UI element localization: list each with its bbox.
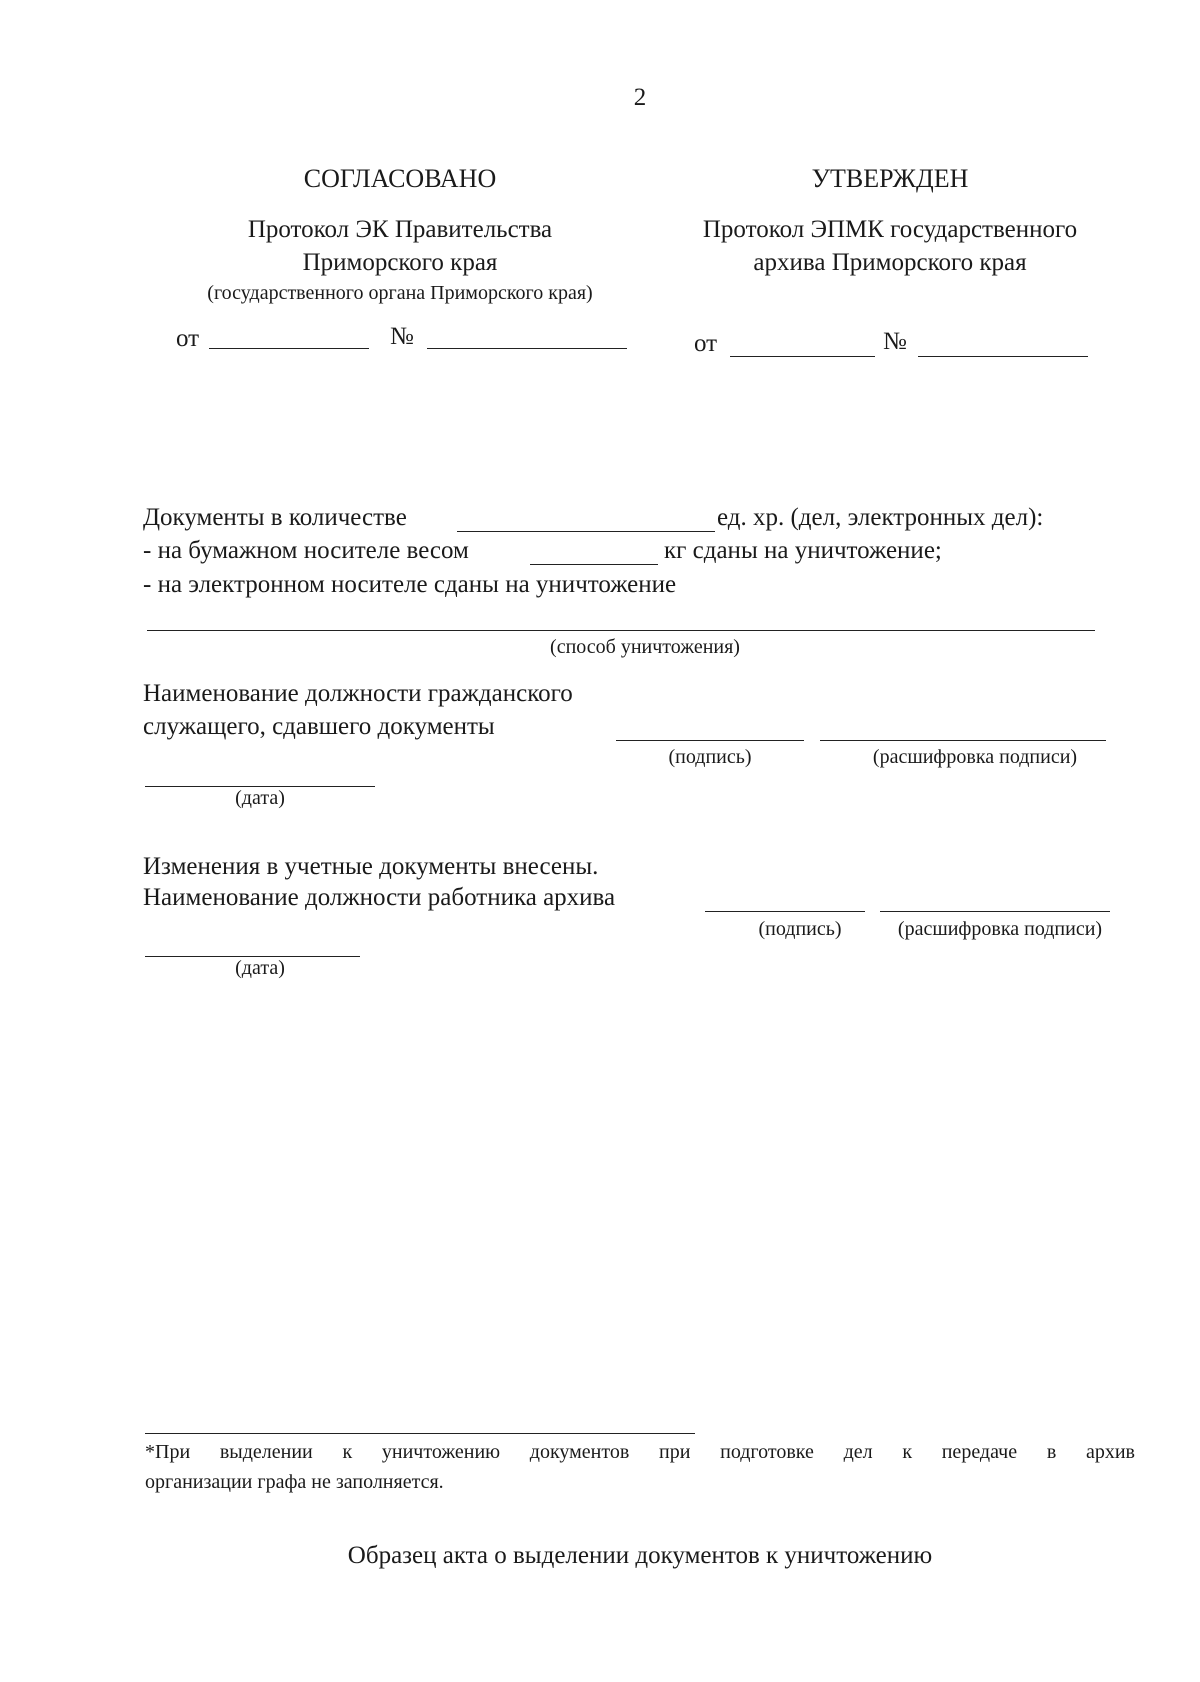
documents-count-suffix: ед. хр. (дел, электронных дел): bbox=[717, 504, 1044, 531]
documents-paper-prefix: - на бумажном носителе весом bbox=[143, 537, 469, 564]
documents-electronic: - на электронном носителе сданы на уничтожение bbox=[143, 571, 677, 598]
civil-servant-line1: Наименование должности гражданского bbox=[143, 680, 573, 707]
civil-servant-decoding-line bbox=[820, 740, 1106, 741]
right-date-prefix: от bbox=[694, 330, 718, 357]
left-protocol-line1: Протокол ЭК Правительства bbox=[247, 216, 553, 243]
civil-servant-decoding-caption: (расшифровка подписи) bbox=[872, 746, 1078, 768]
right-protocol-line2: архива Приморского края bbox=[753, 249, 1027, 276]
left-number-line bbox=[427, 348, 627, 349]
archive-decoding-line bbox=[880, 911, 1110, 912]
civil-servant-signature-caption: (подпись) bbox=[668, 746, 752, 768]
left-protocol-line3: (государственного органа Приморского края) bbox=[207, 282, 593, 304]
right-number-sign: № bbox=[883, 328, 907, 355]
left-date-prefix: от bbox=[176, 325, 200, 352]
archive-position-line: Наименование должности работника архива bbox=[143, 884, 616, 911]
civil-servant-line2: служащего, сдавшего документы bbox=[143, 713, 495, 740]
footnote-line1: *При выделении к уничтожению документов при подготовке дел к передаче в архив bbox=[145, 1441, 1135, 1463]
documents-weight-line bbox=[530, 564, 658, 565]
left-date-line bbox=[209, 348, 369, 349]
right-heading: УТВЕРЖДЕН bbox=[811, 164, 969, 193]
archive-signature-caption: (подпись) bbox=[758, 918, 842, 940]
left-number-sign: № bbox=[390, 323, 414, 350]
left-protocol-line2: Приморского края bbox=[302, 249, 498, 276]
archive-date-caption: (дата) bbox=[235, 957, 285, 979]
documents-count-prefix: Документы в количестве bbox=[143, 504, 407, 531]
method-line bbox=[147, 630, 1095, 631]
documents-count-line bbox=[457, 531, 715, 532]
right-date-line bbox=[730, 356, 875, 357]
civil-servant-signature-line bbox=[616, 740, 804, 741]
civil-servant-date-caption: (дата) bbox=[235, 787, 285, 809]
archive-signature-line bbox=[705, 911, 865, 912]
right-protocol-line1: Протокол ЭПМК государственного bbox=[702, 216, 1078, 243]
archive-changes-line: Изменения в учетные документы внесены. bbox=[143, 853, 599, 880]
archive-decoding-caption: (расшифровка подписи) bbox=[897, 918, 1103, 940]
footnote-separator bbox=[145, 1433, 695, 1434]
method-caption: (способ уничтожения) bbox=[550, 636, 740, 658]
right-number-line bbox=[918, 356, 1088, 357]
footnote-line2: организации графа не заполняется. bbox=[145, 1471, 444, 1493]
sample-caption: Образец акта о выделении документов к уничтожению bbox=[347, 1542, 933, 1569]
page-number: 2 bbox=[633, 84, 647, 111]
documents-paper-suffix: кг сданы на уничтожение; bbox=[664, 537, 942, 564]
left-heading: СОГЛАСОВАНО bbox=[303, 164, 497, 193]
